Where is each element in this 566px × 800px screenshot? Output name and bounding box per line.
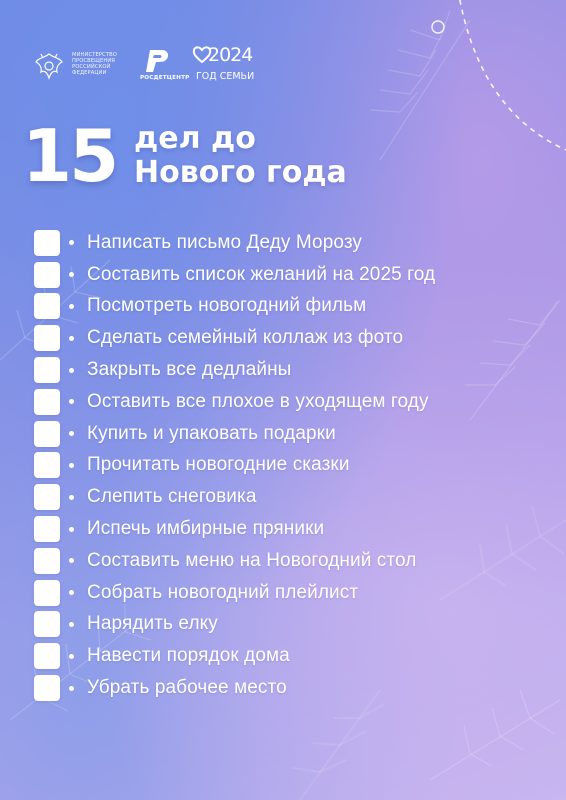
title-line-1: дел до xyxy=(134,121,256,156)
checkbox[interactable] xyxy=(34,675,60,701)
bullet-icon xyxy=(69,431,74,436)
checklist-item xyxy=(34,227,554,259)
checkbox[interactable] xyxy=(34,452,60,478)
checklist xyxy=(34,227,554,704)
emblem-icon xyxy=(32,50,66,84)
checklist-item xyxy=(34,545,554,577)
decor-circle xyxy=(432,21,444,33)
bullet-icon xyxy=(69,368,74,373)
checklist-item xyxy=(34,481,554,513)
bullet-icon xyxy=(69,527,74,532)
checklist-item-label: Слепить снеговика xyxy=(87,486,257,508)
checklist-item xyxy=(34,672,554,704)
bullet-icon xyxy=(69,622,74,627)
bullet-icon xyxy=(69,304,74,309)
bullet-icon xyxy=(69,558,74,563)
checkbox[interactable] xyxy=(34,643,60,669)
checklist-item-label: Посмотреть новогодний фильм xyxy=(87,295,367,317)
checkbox[interactable] xyxy=(34,580,60,606)
year-of-family-logo xyxy=(192,44,255,90)
roscenter-name: РОСДЕТЦЕНТР xyxy=(140,75,190,81)
year-subtitle: ГОД СЕМЬИ xyxy=(196,71,255,82)
ministry-name: МИНИСТЕРСТВО ПРОСВЕЩЕНИЯ РОССИЙСКОЙ ФЕДЕРАЦИИ xyxy=(72,52,117,76)
bullet-icon xyxy=(69,272,74,277)
checklist-item-label: Собрать новогодний плейлист xyxy=(87,581,359,603)
checkbox[interactable] xyxy=(34,516,60,542)
checklist-item-label: Составить список желаний на 2025 год xyxy=(87,263,436,285)
checklist-item-label: Оставить все плохое в уходящем году xyxy=(87,390,429,412)
bullet-icon xyxy=(69,463,74,468)
checklist-item-label: Испечь имбирные пряники xyxy=(87,518,325,540)
checklist-item-label: Составить меню на Новогодний стол xyxy=(87,549,417,571)
title-line-2: Нового года xyxy=(134,155,347,190)
checkbox[interactable] xyxy=(34,611,60,637)
bullet-icon xyxy=(69,240,74,245)
checklist-item xyxy=(34,386,554,418)
checklist-item-label: Сделать семейный коллаж из фото xyxy=(87,327,404,349)
checkbox[interactable] xyxy=(34,293,60,319)
bullet-icon xyxy=(69,686,74,691)
year-number: 2024 xyxy=(208,44,253,66)
checklist-item xyxy=(34,577,554,609)
checklist-item-label: Прочитать новогодние сказки xyxy=(87,454,350,476)
checklist-item-label: Убрать рабочее место xyxy=(87,677,287,699)
checkbox[interactable] xyxy=(34,389,60,415)
checklist-item xyxy=(34,291,554,323)
checkbox[interactable] xyxy=(34,484,60,510)
checkbox[interactable] xyxy=(34,421,60,447)
checkbox[interactable] xyxy=(34,357,60,383)
roscenter-icon xyxy=(142,48,172,74)
ministry-logo xyxy=(32,44,142,90)
checklist-item xyxy=(34,640,554,672)
checklist-item-label: Навести порядок дома xyxy=(87,645,290,667)
bullet-icon xyxy=(69,336,74,341)
checklist-item-label: Написать письмо Деду Морозу xyxy=(87,231,363,253)
checklist-item xyxy=(34,259,554,291)
checklist-item-label: Закрыть все дедлайны xyxy=(87,359,292,381)
checkbox[interactable] xyxy=(34,262,60,288)
bullet-icon xyxy=(69,399,74,404)
dashed-curve xyxy=(458,0,566,150)
checklist-item xyxy=(34,513,554,545)
title-number: 15 xyxy=(22,114,117,198)
checklist-item-label: Нарядить елку xyxy=(87,613,218,635)
checklist-item xyxy=(34,609,554,641)
checkbox[interactable] xyxy=(34,325,60,351)
checklist-item xyxy=(34,450,554,482)
checkbox[interactable] xyxy=(34,230,60,256)
bullet-icon xyxy=(69,654,74,659)
bullet-icon xyxy=(69,590,74,595)
checklist-item xyxy=(34,322,554,354)
bullet-icon xyxy=(69,495,74,500)
checklist-item xyxy=(34,418,554,450)
roscenter-logo xyxy=(140,44,190,90)
checklist-item-label: Купить и упаковать подарки xyxy=(87,422,336,444)
checkbox[interactable] xyxy=(34,548,60,574)
checklist-item xyxy=(34,354,554,386)
